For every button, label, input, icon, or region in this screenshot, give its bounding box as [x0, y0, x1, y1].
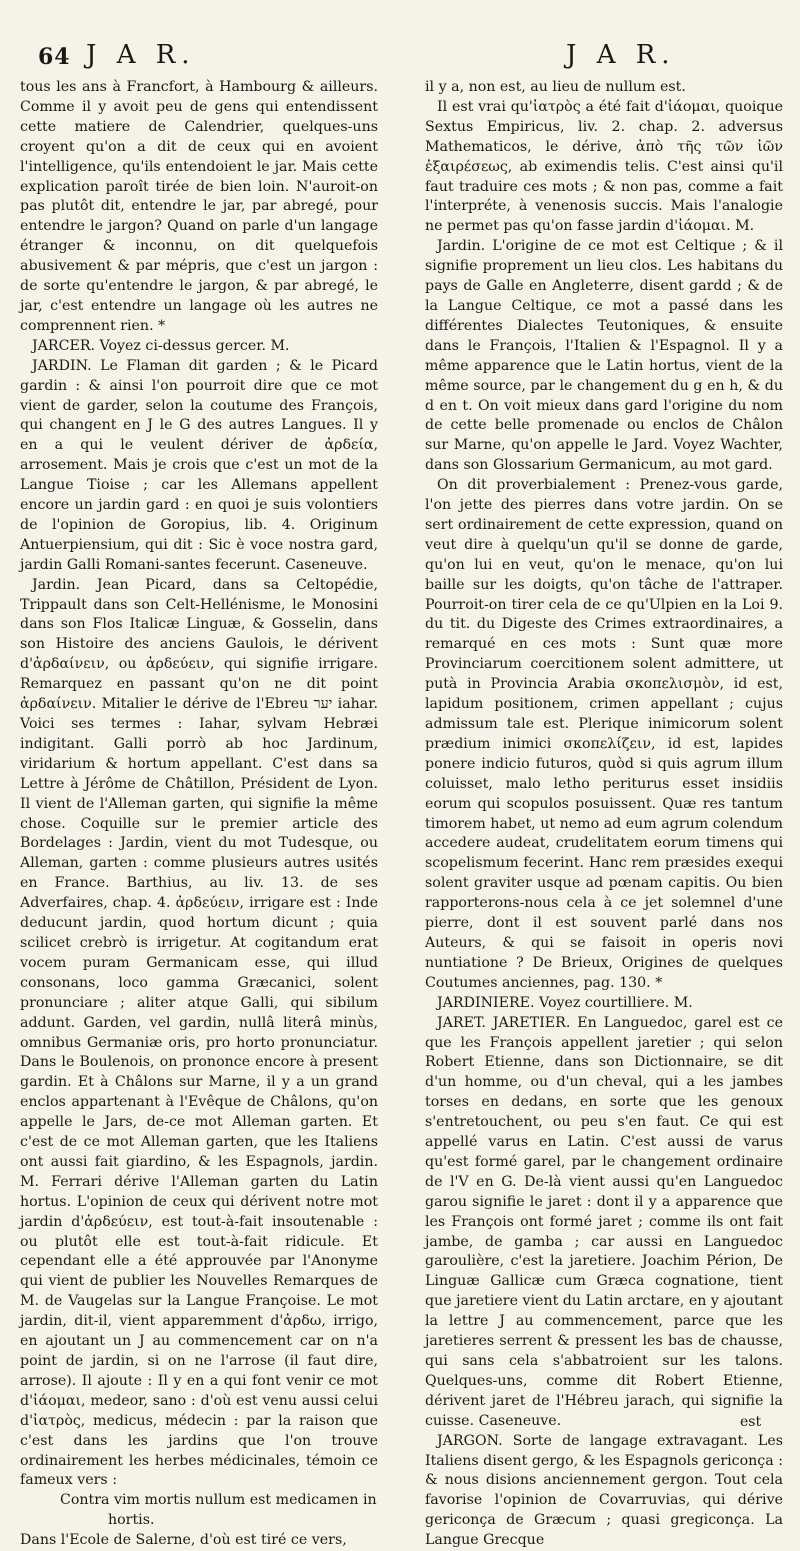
entry-jardin-3: Jardin. L'origine de ce mot est Celtique ; & il signifie proprement un lieu clos. Les habitans du pays de Galle en Angleterre, disent gardd ; & de la Langue Celtique, ce mot a passé dans les différentes Dialectes Teutoniques, & ensuite dans le François, l'Italien & l'Espagnol. Il y a même apparence que le Latin hortus, vient de la même source, par le changement du g en h, & du d en t. On voit mieux dans gard l'origine du nom de cette belle promenade ou enclos de Châlon sur Marne, qu'on appelle le Jard. Voyez Wachter, dans son Glossarium Germanicum, au mot gard.: [425, 238, 783, 474]
entry-jardiniere: JARDINIERE. Voyez courtilliere. M.: [437, 994, 693, 1011]
catchword: est: [740, 1414, 762, 1430]
entry-jarcer: JARCER. Voyez ci-dessus gercer. M.: [32, 337, 290, 354]
verse-line: hortis.: [108, 1512, 155, 1529]
running-head-left: J A R.: [86, 40, 196, 70]
paragraph: Dans l'Ecole de Salerne, d'où est tiré ce vers,: [20, 1532, 347, 1549]
entry-jaret: JARET. JARETIER. En Languedoc, garel est ce que les François appellent jaretier ; qui selon Robert Etienne, dans son Dictionnaire, se dit d'un homme, ou d'un cheval, qui a les jambes torses en dedans, en sorte que les genoux s'entretouchent, ou peu s'en faut. Ce qui est appellé varus en Latin. C'est aussi de varus qu'est formé garel, par le changement ordinaire de l'V en G. De-là vient aussi qu'en Languedoc garou signifie le jaret : dont il y a apparence que les François ont formé jaret ; comme ils ont fait jambe, de gamba ; car aussi en Languedoc garoulière, c'est la jaretiere. Joachim Périon, De Linguæ Gallicæ cum Græca cognatione, tient que jaretiere vient du Latin arctare, en y ajoutant la lettre J au commencement, parce que les jaretieres serrent & pressent les bas de chausse, qui sans cela s'abbatroient sur les talons. Quelques-uns, comme dit Robert Etienne, dérivent jaret de l'Hébreu jarach, qui signifie la cuisse. Caseneuve.: [425, 1014, 783, 1429]
verse-line: Contra vim mortis nullum est medicamen in: [60, 1492, 377, 1509]
paragraph: il y a, non est, au lieu de nullum est.: [425, 79, 686, 95]
page-number: 64: [38, 44, 71, 70]
left-column: [20, 78, 378, 1551]
paragraph: On dit proverbialement : Prenez-vous garde, l'on jette des pierres dans votre jardin. On se sert ordinairement de cette expression, quand on veut dire à quelqu'un qu'il se donne de garde, qu'on lui en veut, qu'on le menace, qu'on lui baille sur les doigts, qu'on tâche de l'attraper. Pourroit-on tirer cela de ce qu'Ulpien en la Loi 9. du tit. du Digeste des Crimes extraordinaires, a remarqué en ces mots : Sunt quæ more Provinciarum coercitionem solent admittere, ut putà in Provincia Arabia σκοπελισμὸν, id est, lapidum positionem, crimen appellant ; cujus admissum tale est. Plerique inimicorum solent prædium inimici σκοπελίζειν, id est, lapides ponere indicio futuros, quòd si quis agrum illum coluisset, malo letho periturus esset insidiis eorum qui scopulos posuissent. Quæ res tantum timorem habet, ut nemo ad eum agrum colendum accedere audeat, crudelitatem eorum timens qui scopelismum fecerint. Hanc rem præsides exequi solent graviter usque ad pœnam capitis. Ou bien rapporterons-nous cela à ce jet solemnel d'une pierre, dont il est souvent parlé dans nos Auteurs, & qui se faisoit in operis novi nuntiatione ? De Brieux, Origines de quelques Coutumes anciennes, pag. 130. *: [425, 477, 783, 991]
entry-jardin-2: Jardin. Jean Picard, dans sa Celtopédie, Trippault dans son Celt-Hellénisme, le Monosini dans son Flos Italicæ Linguæ, & Gosselin, dans son Histoire des anciens Gaulois, le dérivent d'ἀρδαίνειν, ou ἀρδεύειν, qui signifie irrigare. Remarquez en passant qu'on ne dit point ἀρδαίνειν. Mitalier le dérive de l'Ebreu יער iahar. Voici ses termes : Iahar, sylvam Hebræi indigitant. Galli porrò ab hoc Jardinum, viridarium & hortum appellant. C'est dans sa Lettre à Jérôme de Châtillon, Président de Lyon. Il vient de l'Alleman garten, qui signifie la même chose. Coquille sur le premier article des Bordelages : Jardin, vient du mot Tudesque, ou Alleman, garten : comme plusieurs autres usités en France. Barthius, au liv. 13. de ses Adverfaires, chap. 4. ἀρδεύειν, irrigare est : Inde deducunt jardin, quod hortum dicunt ; quia scilicet crebrò is irrigetur. At cogitandum erat vocem puram Germanicam esse, qui illud consonans, loco gamma Græcanici, solent pronunciare ; aliter atque Galli, qui sibilum addunt. Garden, vel gardin, nullâ literâ minùs, omnibus Germaniæ oris, pro horto pronunciatur. Dans le Boulenois, on prononce encore à present gardin. Et à Châlons sur Marne, il y a un grand enclos appartenant à l'Evêque de Châlons, qu'on appelle le Jars, de-ce mot Alleman garten. Et c'est de ce mot Alleman garten, que les Italiens ont aussi fait giardino, & les Espagnols, jardin. M. Ferrari dérive l'Alleman garten du Latin hortus. L'opinion de ceux qui dérivent notre mot jardin d'ἀρδεύειν, est tout-à-fait insoutenable : ou plutôt elle est tout-à-fait ridicule. Et cependant elle a été approuvée par l'Anonyme qui vient de publier les Nouvelles Remarques de M. de Vaugelas sur la Langue Françoise. Le mot jardin, dit-il, vient apparemment d'ἀρδω, irrigo, en ajoutant un J au commencement car on n'a point de jardin, si on ne l'arrose (il faut dire, arrose). Il ajoute : Il y en a qui font venir ce mot d'ἰάομαι, medeor, sano : d'où est venu aussi celui d'ἰατρὸς, medicus, médecin : par la raison que c'est dans les jardins que l'on trouve ordinairement les herbes médicinales, témoin ce fameux vers :: [20, 576, 378, 1489]
page-header: [0, 0, 800, 78]
right-column: [425, 78, 783, 1551]
running-head-right: J A R.: [566, 40, 676, 70]
paragraph: Il est vrai qu'ἰατρὸς a été fait d'ἰάομαι, quoique Sextus Empiricus, liv. 2. chap. 2. adversus Mathematicos, le dérive, ἀπὸ τῆς τῶν ἰῶν ἐξαιρέσεως, ab eximendis telis. C'est ainsi qu'il faut traduire ces mots ; & non pas, comme a fait l'interpréte, à venenosis succis. Mais l'analogie ne permet pas qu'on fasse jardin d'ἰάομαι. M.: [425, 98, 783, 235]
entry-jargon: JARGON. Sorte de langage extravagant. Les Italiens disent gergo, & les Espagnols gericonça : & nous disions anciennement gergon. Tout cela favorise l'opinion de Covarruvias, qui dérive gericonça de Græcum ; quasi gregiconça. La Langue Grecque: [425, 1432, 783, 1549]
paragraph: tous les ans à Francfort, à Hambourg & ailleurs. Comme il y avoit peu de gens qui entendissent cette matiere de Calendrier, quelques-uns croyent qu'on a dit de ceux qui en avoient l'intelligence, qu'ils entendoient le jar. Mais cette explication paroît tirée de bien loin. N'auroit-on pas plutôt dit, entendre le jar, par abregé, pour entendre le jargon? Quand on parle d'un langage étranger & inconnu, on dit quelquefois abusivement & par mépris, que c'est un jargon : de sorte qu'entendre le jargon, & par abregé, le jar, c'est entendre un langage où les autres ne comprennent rien. *: [20, 79, 378, 334]
entry-jardin: JARDIN. Le Flaman dit garden ; & le Picard gardin : & ainsi l'on pourroit dire que ce mot vient de garder, selon la coutume des François, qui changent en J le G des autres Langues. Il y en a qui le veulent dériver de ἀρδεία, arrosement. Mais je crois que c'est un mot de la Langue Tioise ; car les Allemans appellent encore un jardin gard : en quoi je suis volontiers de l'opinion de Goropius, lib. 4. Originum Antuerpiensium, qui dit : Sic è voce nostra gard, jardin Galli Romani-santes fecerunt. Caseneuve.: [20, 357, 378, 573]
